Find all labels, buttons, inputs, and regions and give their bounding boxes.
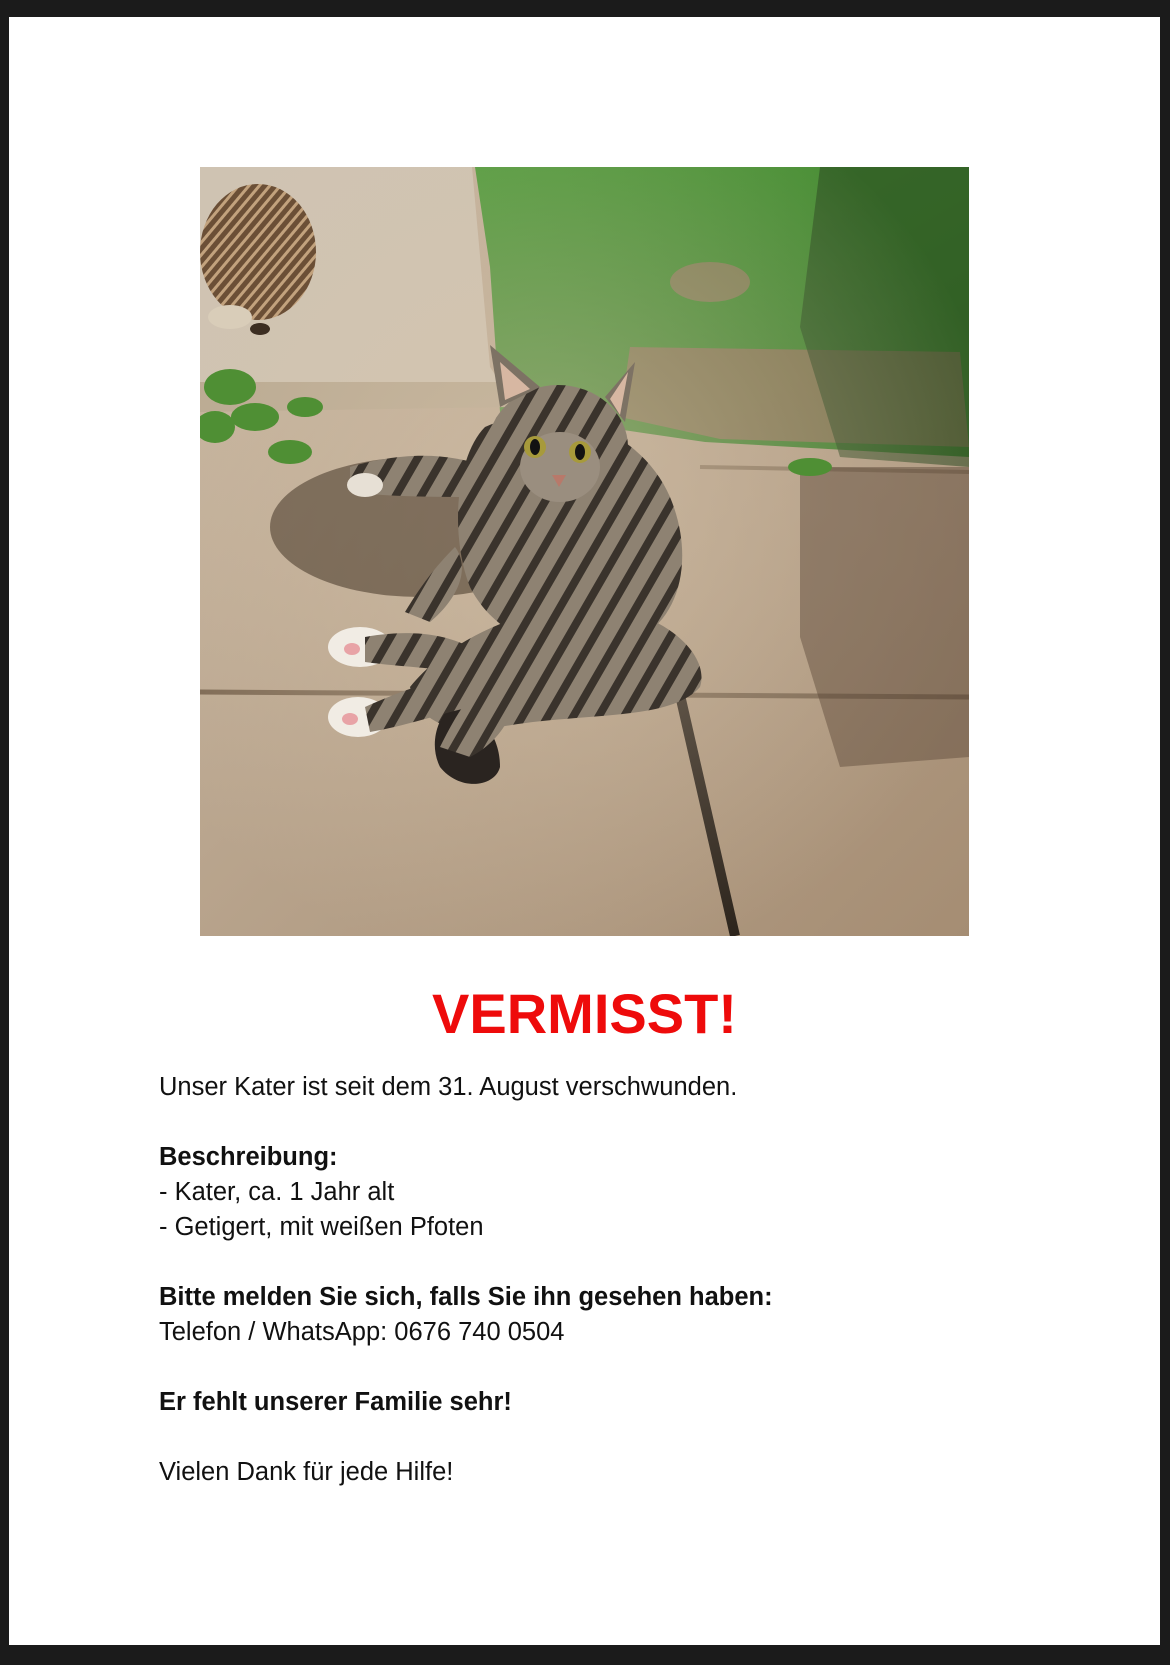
missing-headline: VERMISST!	[432, 982, 737, 1045]
spacer	[159, 1245, 1059, 1280]
contact-phone: Telefon / WhatsApp: 0676 740 0504	[159, 1318, 565, 1346]
missing-note: Er fehlt unserer Familie sehr!	[159, 1388, 512, 1416]
description-heading: Beschreibung:	[159, 1143, 338, 1171]
spacer	[159, 1420, 1059, 1455]
flyer-content	[159, 1070, 1059, 1490]
intro-text: Unser Kater ist seit dem 31. August verschwunden.	[159, 1073, 738, 1101]
cat-photo	[200, 167, 969, 936]
contact-heading: Bitte melden Sie sich, falls Sie ihn gesehen haben:	[159, 1283, 773, 1311]
spacer	[159, 1350, 1059, 1385]
thanks-text: Vielen Dank für jede Hilfe!	[159, 1458, 454, 1486]
spacer	[159, 1105, 1059, 1140]
flyer-page	[9, 17, 1160, 1645]
description-item: - Getigert, mit weißen Pfoten	[159, 1213, 484, 1241]
description-item: - Kater, ca. 1 Jahr alt	[159, 1178, 395, 1206]
